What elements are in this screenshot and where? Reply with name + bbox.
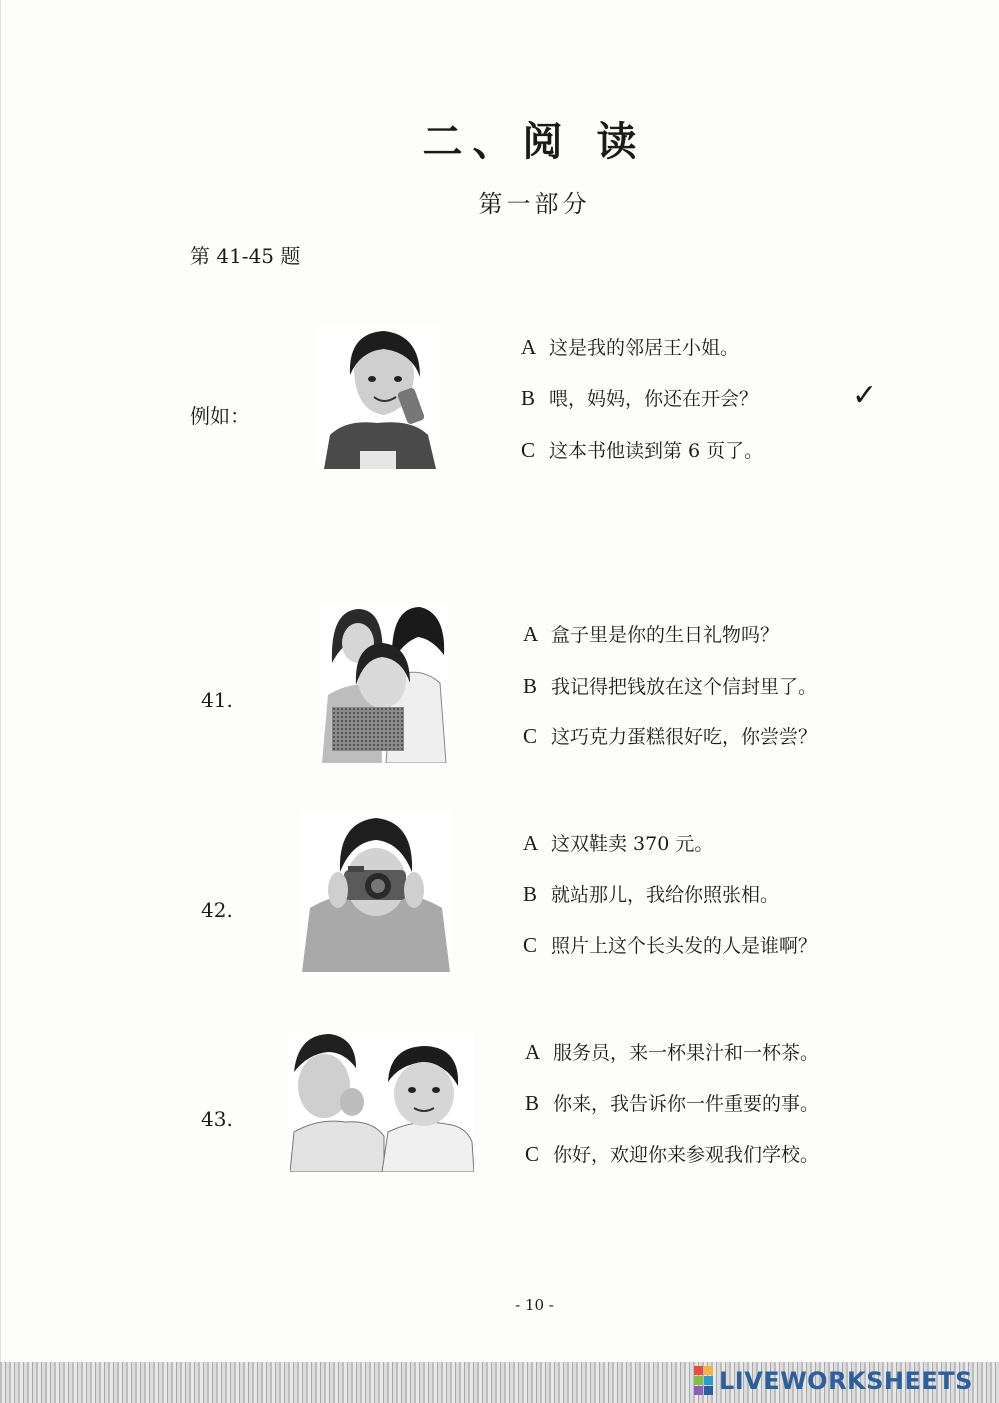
logo-block [694, 1376, 703, 1385]
section-title: 二、阅 读 [422, 118, 647, 165]
logo-block [694, 1366, 703, 1375]
question-42-option-a[interactable]: A 这双鞋卖 370 元。 [523, 831, 714, 855]
question-41-option-a[interactable]: A 盒子里是你的生日礼物吗？ [523, 622, 780, 646]
question-43-option-a[interactable]: A 服务员，来一杯果汁和一杯茶。 [525, 1040, 820, 1064]
example-option-b[interactable]: B 喂，妈妈，你还在开会？ [521, 386, 759, 410]
question-41-number: 41. [201, 688, 233, 712]
child-on-phone-photo [316, 327, 440, 469]
family-gift-box-photo [320, 603, 448, 763]
example-option-a[interactable]: A 这是我的邻居王小姐。 [521, 335, 740, 359]
logo-block [704, 1386, 713, 1395]
logo-block [704, 1366, 713, 1375]
question-43-option-b[interactable]: B 你来，我告诉你一件重要的事。 [525, 1091, 820, 1115]
question-43-option-c[interactable]: C 你好，欢迎你来参观我们学校。 [525, 1142, 820, 1166]
page-number: - 10 - [515, 1296, 554, 1314]
check-mark-icon: ✓ [852, 378, 878, 413]
question-range: 第 41-45 题 [190, 244, 301, 268]
question-42-option-b[interactable]: B 就站那儿，我给你照张相。 [523, 882, 780, 906]
logo-blocks-icon [694, 1366, 713, 1395]
boys-whispering-photo [290, 1032, 474, 1172]
question-41-option-b[interactable]: B 我记得把钱放在这个信封里了。 [523, 674, 818, 698]
example-option-c[interactable]: C 这本书他读到第 6 页了。 [521, 438, 764, 462]
girl-with-camera-photo [300, 812, 452, 972]
logo-text: LIVEWORKSHEETS [719, 1366, 973, 1395]
logo-block [704, 1376, 713, 1385]
liveworksheets-logo[interactable] [694, 1366, 973, 1395]
example-label: 例如： [190, 404, 250, 428]
question-42-option-c[interactable]: C 照片上这个长头发的人是谁啊？ [523, 933, 818, 957]
logo-block [694, 1386, 703, 1395]
question-41-option-c[interactable]: C 这巧克力蛋糕很好吃，你尝尝？ [523, 724, 818, 748]
question-42-number: 42. [201, 898, 233, 922]
part-title: 第一部分 [478, 190, 591, 218]
question-43-number: 43. [201, 1107, 233, 1131]
